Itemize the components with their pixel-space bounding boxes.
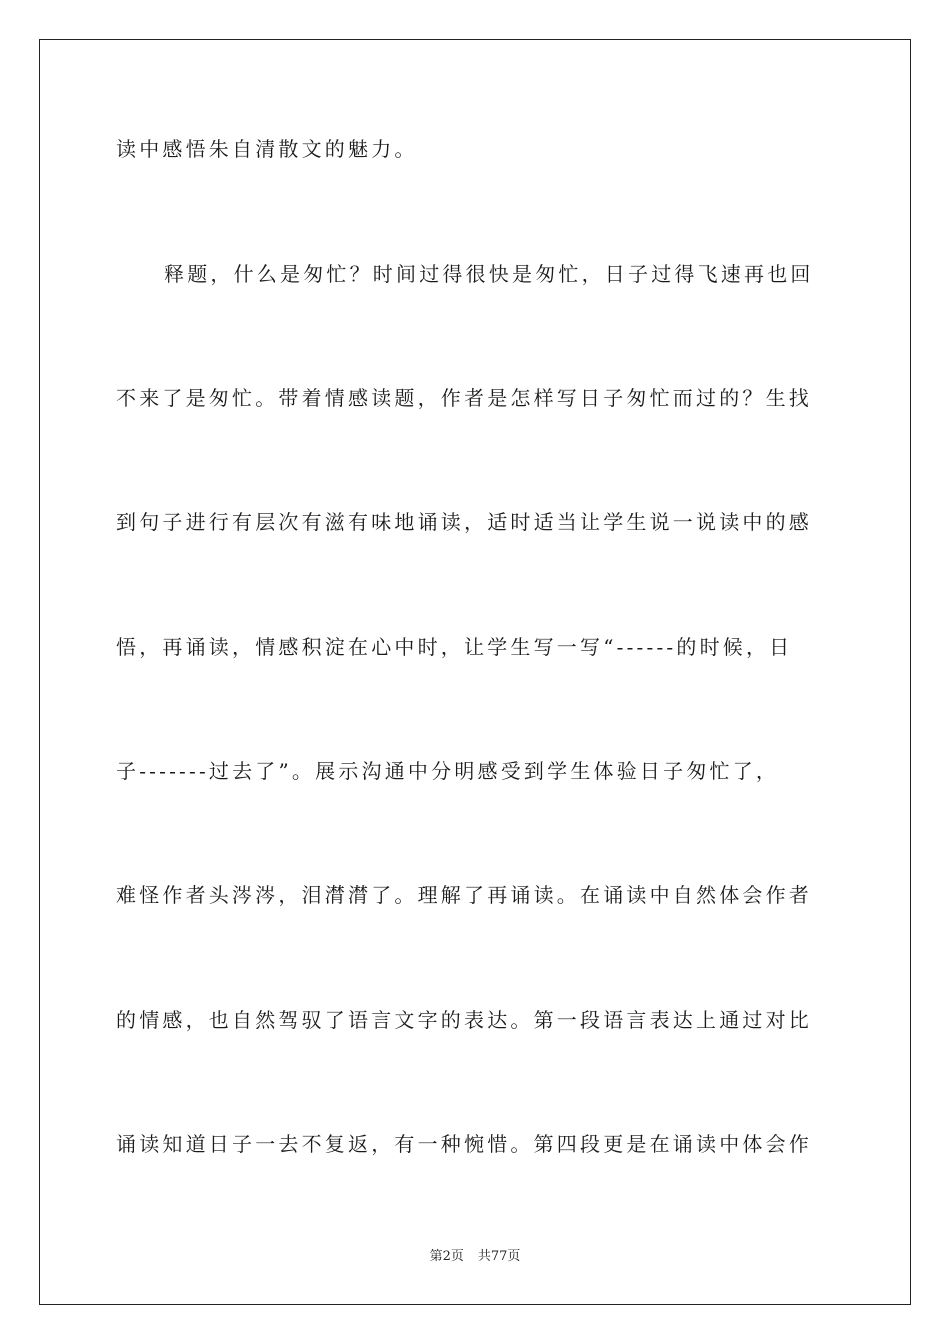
text-line-6: 子-------过去了”。展示沟通中分明感受到学生体验日子匆忙了， (116, 759, 780, 783)
text-line-8: 的情感，也自然驾驭了语言文字的表达。第一段语言表达上通过对比 (116, 1008, 812, 1032)
text-line-7: 难怪作者头涔涔，泪潸潸了。理解了再诵读。在诵读中自然体会作者 (116, 883, 812, 907)
page-footer (0, 1248, 950, 1266)
text-line-2: 释题，什么是匆忙？时间过得很快是匆忙，日子过得飞速再也回 (164, 262, 814, 286)
text-line-5: 悟，再诵读，情感积淀在心中时，让学生写一写“------的时候，日 (116, 635, 793, 659)
text-line-1: 读中感悟朱自清散文的魅力。 (116, 137, 418, 161)
text-line-4: 到句子进行有层次有滋有味地诵读，适时适当让学生说一说读中的感 (116, 510, 812, 534)
text-line-9: 诵读知道日子一去不复返，有一种惋惜。第四段更是在诵读中体会作 (116, 1132, 812, 1156)
page-total: 共77页 (477, 1249, 521, 1264)
page-border (39, 39, 911, 1305)
text-line-3: 不来了是匆忙。带着情感读题，作者是怎样写日子匆忙而过的？生找 (116, 386, 812, 410)
page-number: 第2页 (429, 1249, 464, 1264)
